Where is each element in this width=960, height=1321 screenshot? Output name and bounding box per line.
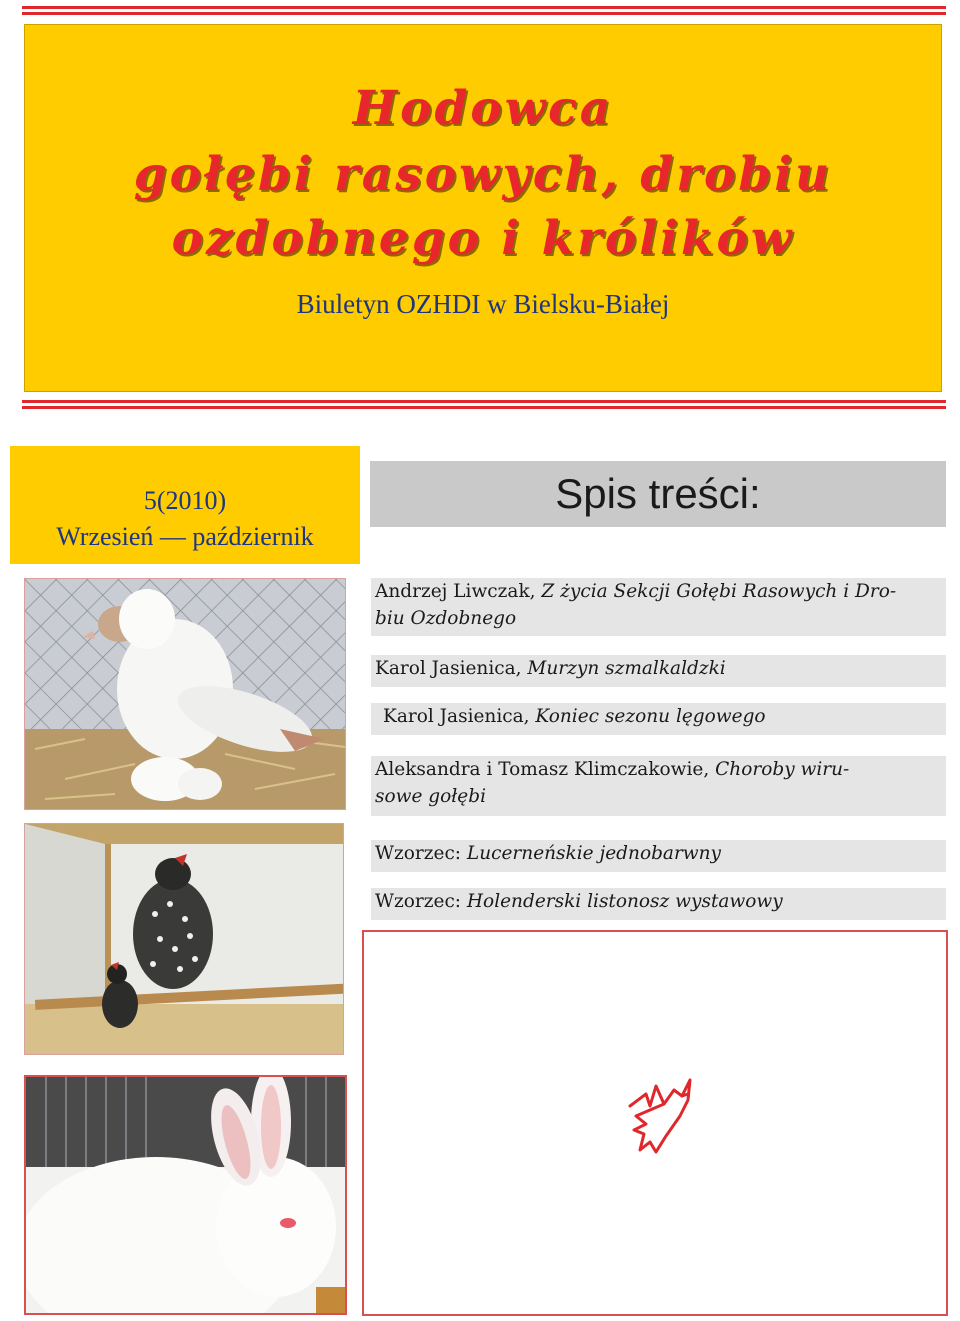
title-line-2: gołębi rasowych, drobiu: [133, 147, 833, 202]
bulletin-subtitle: Biuletyn OZHDI w Bielsku-Białej: [296, 289, 670, 319]
top-stripe: [22, 6, 946, 9]
title-line-1: Hodowca: [352, 81, 614, 136]
dove-icon: [626, 1076, 700, 1158]
toc-title: Holenderski listonosz wystawowy: [466, 891, 783, 912]
toc-author: Karol Jasienica,: [383, 706, 536, 727]
toc-item[interactable]: [371, 840, 946, 872]
issue-date: Wrzesień — październik: [56, 522, 314, 551]
toc-title: Choroby wiru-: [715, 759, 850, 780]
masthead: [24, 24, 942, 392]
toc-title: Lucerneńskie jednobarwny: [466, 843, 721, 864]
toc-title: Koniec sezonu lęgowego: [535, 706, 766, 727]
toc-item[interactable]: [371, 756, 946, 816]
toc-author: Wzorzec:: [375, 843, 467, 864]
issue-box: [10, 446, 360, 564]
toc-item[interactable]: [371, 888, 946, 920]
toc-title: sowe gołębi: [375, 786, 486, 807]
toc-item[interactable]: [371, 578, 946, 636]
header-stripe: [22, 406, 946, 409]
toc-author: Aleksandra i Tomasz Klimczakowie,: [375, 759, 716, 780]
toc-title: biu Ozdobnego: [375, 608, 517, 629]
toc-title: Murzyn szmalkaldzki: [527, 658, 726, 679]
toc-heading: Spis treści:: [370, 461, 946, 527]
toc-item[interactable]: [371, 703, 946, 735]
header-stripe: [22, 400, 946, 403]
toc-item[interactable]: [371, 655, 946, 687]
toc-author: Andrzej Liwczak,: [375, 581, 542, 602]
toc-author: Wzorzec:: [375, 891, 467, 912]
decorative-frame: [362, 930, 948, 1316]
title-line-3: ozdobnego i królików: [171, 211, 795, 266]
toc-title: Z życia Sekcji Gołębi Rasowych i Dro-: [541, 581, 897, 602]
pigeon-photo: [24, 578, 346, 810]
top-stripe: [22, 12, 946, 15]
rabbit-photo: [24, 1075, 347, 1315]
hens-photo: [24, 823, 344, 1055]
issue-number: 5(2010): [143, 486, 227, 515]
toc-author: Karol Jasienica,: [375, 658, 528, 679]
